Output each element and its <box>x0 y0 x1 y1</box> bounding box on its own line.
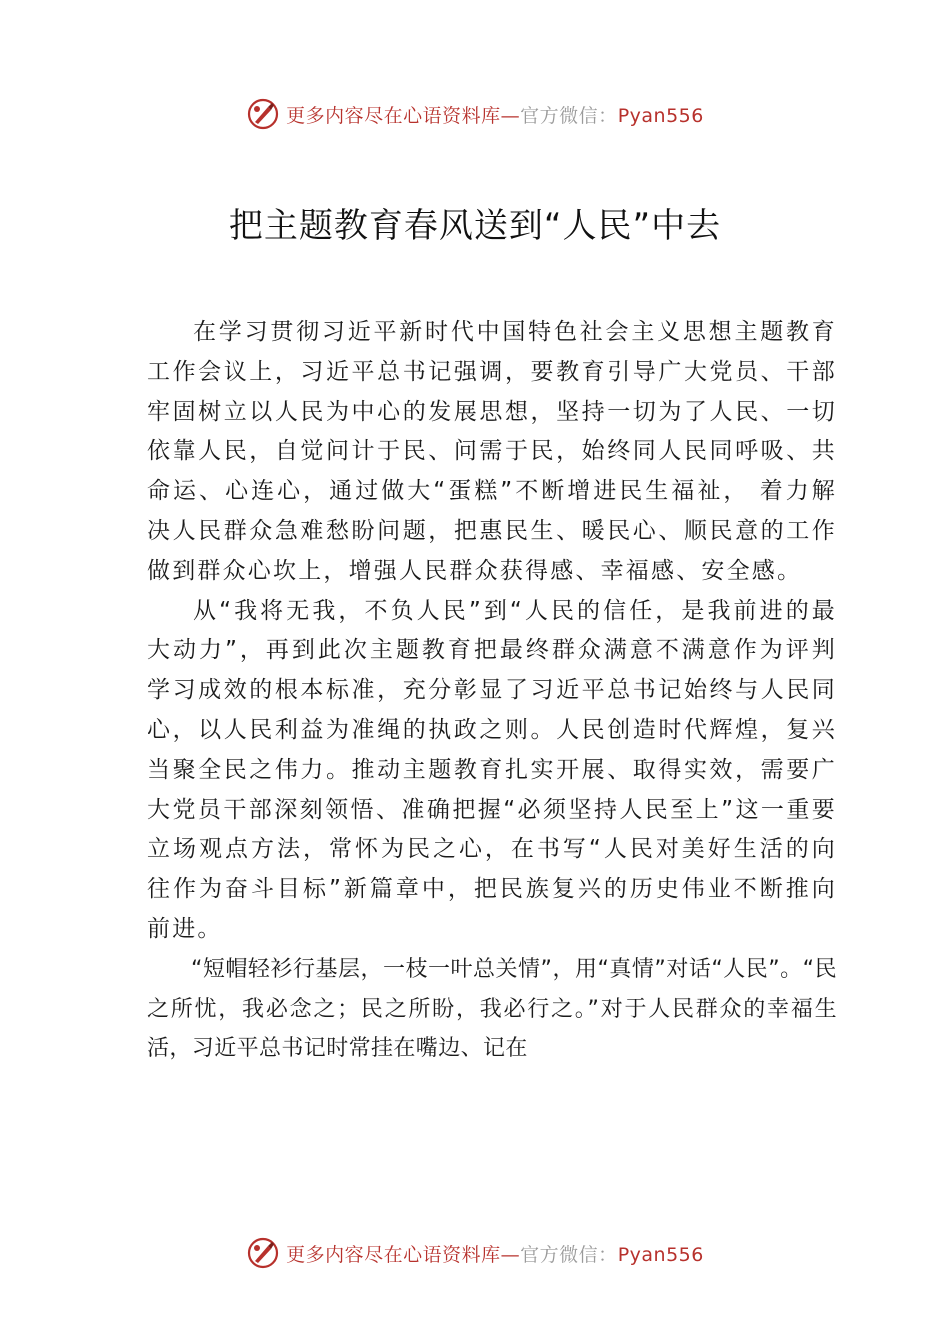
pen-seal-logo-icon <box>246 1236 280 1270</box>
paragraph-2: 从“我将无我，不负人民”到“人民的信任，是我前进的最大动力”，再到此次主题教育把最终群众满意不满意作为评判学习成效的根本标准，充分彰显了习近平总书记始终与人民同心，以人民利益为准绳的执政之则。人民创造时代辉煌，复兴当聚全民之伟力。推动主题教育扎实开展、取得实效，需要广大党员干部深刻领悟、准确把握“必须坚持人民至上”这一重要立场观点方法，常怀为民之心，在书写“人民对美好生活的向往作为奋斗目标”新篇章中，把民族复兴的历史伟业不断推向前进。 <box>147 597 837 942</box>
banner-main-text: 更多内容尽在心语资料库 <box>286 104 501 127</box>
banner-dash: — <box>500 1243 521 1266</box>
document-body <box>147 313 837 1069</box>
pen-seal-logo-icon <box>246 97 280 131</box>
banner-wechat-id: Pyan556 <box>617 104 704 127</box>
document-title: 把主题教育春风送到“人民”中去 <box>228 206 722 246</box>
banner-text <box>286 101 704 128</box>
footer-banner <box>0 1233 950 1273</box>
banner-wechat-id: Pyan556 <box>617 1243 704 1266</box>
banner-official-label: 官方微信： <box>520 1243 618 1266</box>
header-banner <box>0 94 950 134</box>
banner-official-label: 官方微信： <box>520 104 618 127</box>
banner-text <box>286 1240 704 1267</box>
paragraph-3: “短帽轻衫行基层，一枝一叶总关情”，用“真情”对话“人民”。“民之所忧，我必念之；民之所盼，我必行之。”对于人民群众的幸福生活，习近平总书记时常挂在嘴边、记在 <box>147 956 837 1062</box>
banner-dash: — <box>500 104 521 127</box>
paragraph-1: 在学习贯彻习近平新时代中国特色社会主义思想主题教育工作会议上，习近平总书记强调，要教育引导广大党员、干部牢固树立以人民为中心的发展思想，坚持一切为了人民、一切依靠人民，自觉问计于民、问需于民，始终同人民同呼吸、共命运、心连心，通过做大“蛋糕”不断增进民生福祉， 着力解决人民群众急难愁盼问题，把惠民生、暖民心、顺民意的工作做到群众心坎上，增强人民群众获得感、幸福感、安全感。 <box>147 319 837 584</box>
banner-main-text: 更多内容尽在心语资料库 <box>286 1243 501 1266</box>
